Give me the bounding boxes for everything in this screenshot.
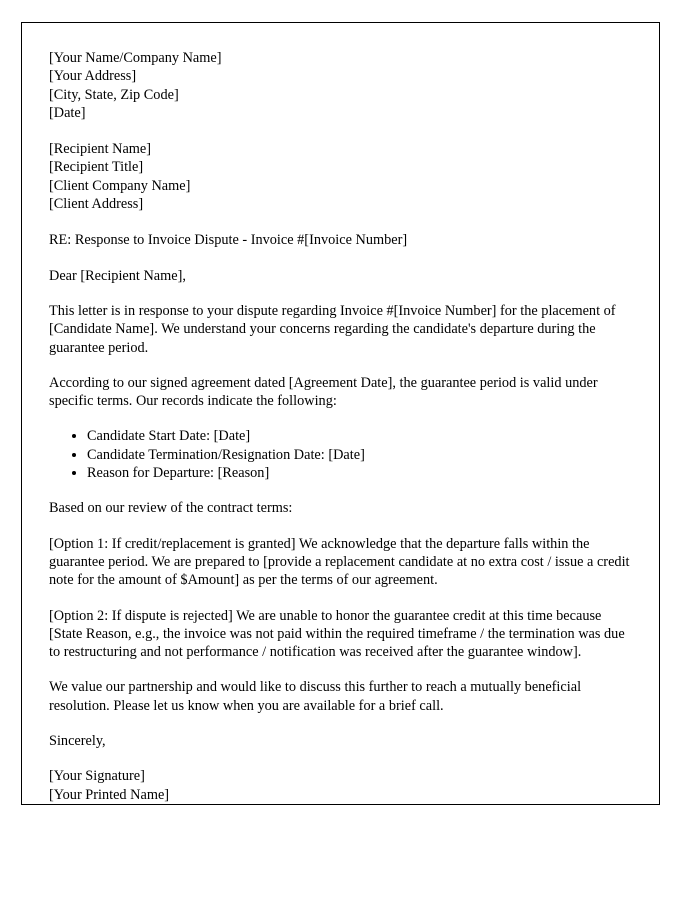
signature-block [49, 767, 631, 804]
list-item: • Candidate Start Date: [Date] [87, 427, 631, 445]
paragraph-agreement-terms: According to our signed agreement dated [Agreement Date], the guarantee period is valid under specific terms. Our records indicate the following: [49, 374, 598, 410]
list-item: • Candidate Termination/Resignation Date: [Date] [87, 446, 631, 464]
recipient-line-2: [Recipient Title] [49, 159, 144, 176]
recipient-address-block [49, 140, 631, 213]
option-2-paragraph: [Option 2: If dispute is rejected] We are unable to honor the guarantee credit at this time because [State Reason, e.g., the invoice was not paid within the required timeframe / the termination was due to restructuring and not performance / notification was received after the guarantee window]. [49, 607, 625, 661]
sender-line-1: [Your Name/Company Name] [49, 50, 222, 66]
paragraph-review-intro: Based on our review of the contract terms: [49, 500, 293, 517]
paragraph-response-intro: This letter is in response to your dispute regarding Invoice #[Invoice Number] for the placement of [Candidate Name]. We understand your concerns regarding the candidate's departure during the guarantee period. [49, 302, 616, 356]
signature-placeholder: [Your Signature] [49, 768, 145, 785]
recipient-line-4: [Client Address] [49, 196, 144, 213]
list-item: • Reason for Departure: [Reason] [87, 464, 631, 482]
records-list [49, 427, 631, 482]
sender-date: [Date] [49, 104, 86, 121]
closing: Sincerely, [49, 733, 106, 750]
recipient-line-1: [Recipient Name] [49, 141, 152, 158]
option-1-paragraph: [Option 1: If credit/replacement is granted] We acknowledge that the departure falls within the guarantee period. We are prepared to [provide a replacement candidate at no extra cost / issue a credit note for the amount of $Amount] as per the terms of our agreement. [49, 535, 630, 589]
sender-address-block [49, 49, 631, 122]
printed-name-placeholder: [Your Printed Name] [49, 786, 170, 803]
salutation: Dear [Recipient Name], [49, 267, 186, 284]
document-body [22, 23, 659, 804]
paragraph-partnership: We value our partnership and would like to discuss this further to reach a mutually beneficial resolution. Please let us know when you are available for a brief call. [49, 679, 582, 714]
document-page [21, 22, 660, 805]
sender-line-2: [Your Address] [49, 68, 137, 85]
subject-line: RE: Response to Invoice Dispute - Invoice #[Invoice Number] [49, 232, 408, 249]
recipient-line-3: [Client Company Name] [49, 177, 191, 194]
sender-line-3: [City, State, Zip Code] [49, 86, 179, 103]
